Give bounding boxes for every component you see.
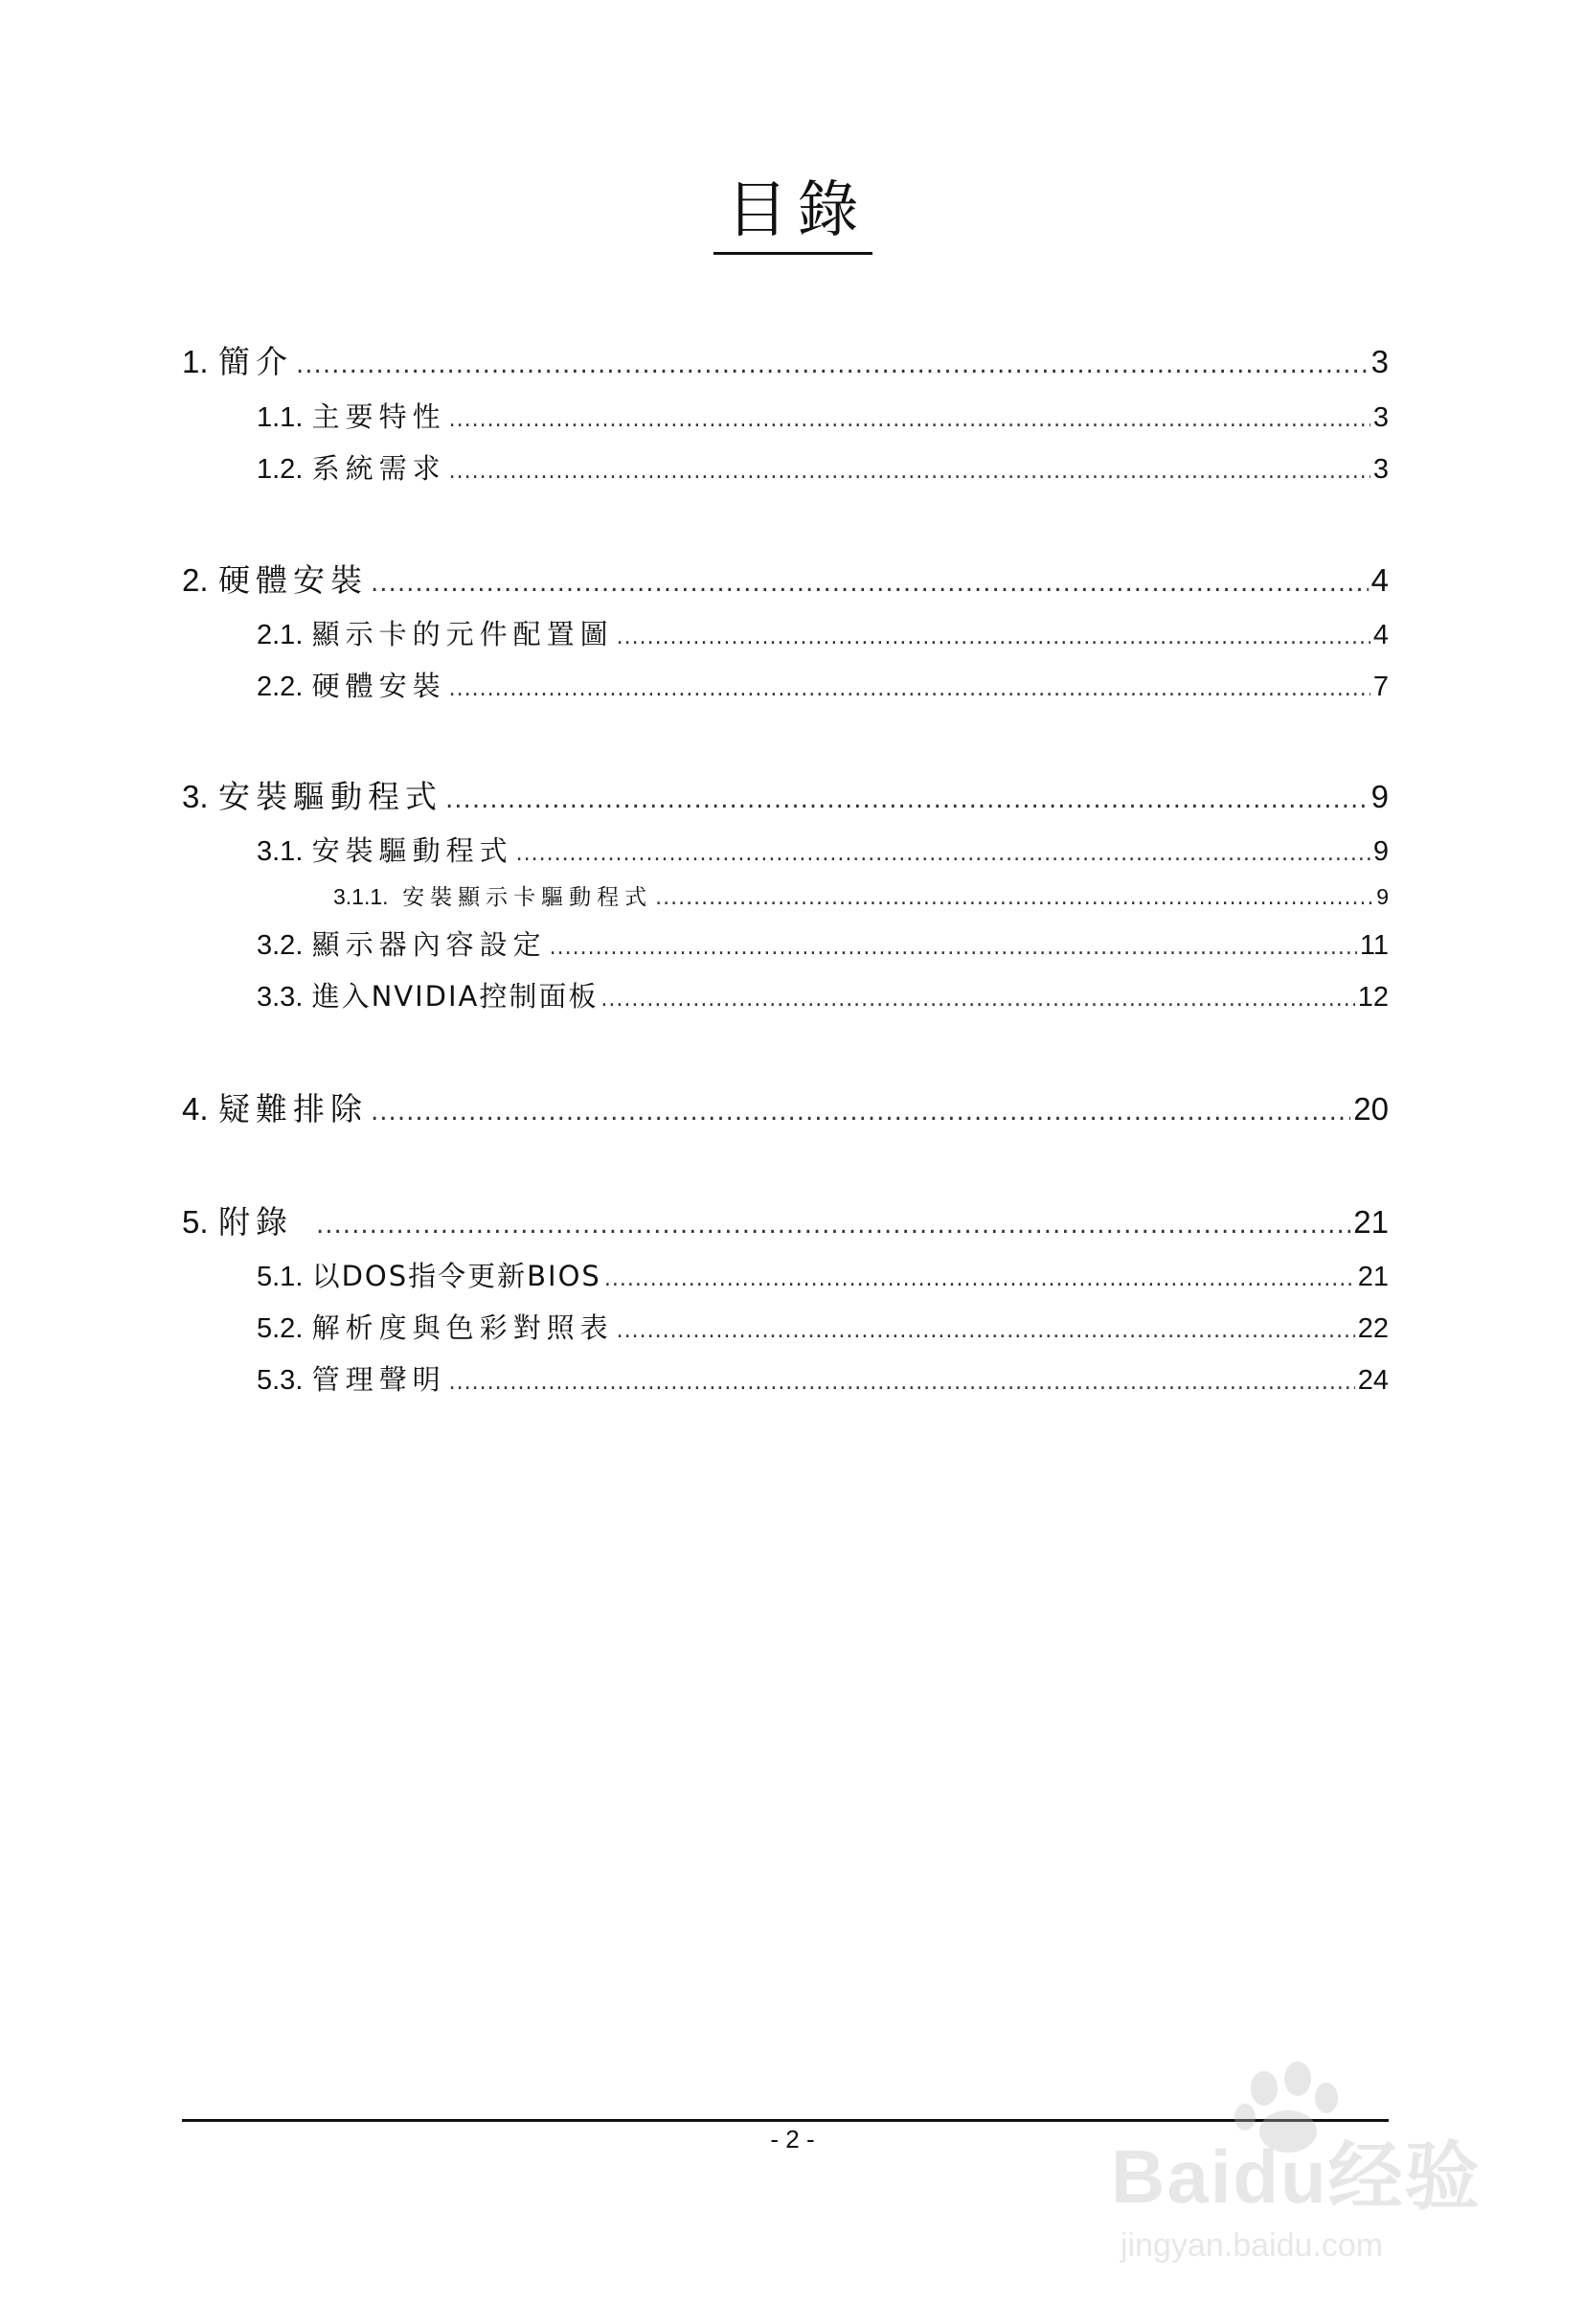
toc-leader (296, 351, 1369, 379)
toc-entry-page: 21 (1357, 1262, 1389, 1292)
toc-entry-number: 1.1. (257, 402, 304, 433)
toc-entry-label: 以DOS指令更新BIOS (311, 1260, 601, 1292)
toc-entry[interactable] (257, 1255, 1389, 1294)
toc-leader (617, 626, 1370, 649)
page-title (0, 177, 1585, 255)
toc-leader (316, 1211, 1350, 1240)
toc-entry[interactable] (257, 613, 1389, 652)
toc-leader (371, 569, 1369, 598)
toc-entry-number: 2. (182, 562, 209, 598)
toc-entry-label: 安裝顯示卡驅動程式 (402, 885, 653, 910)
watermark-url: jingyan.baidu.com (1121, 2227, 1384, 2264)
toc-entry-page: 9 (1370, 779, 1389, 814)
toc-leader (449, 677, 1370, 701)
watermark (1111, 2060, 1494, 2299)
toc-entry-number: 2.2. (257, 672, 304, 702)
toc-leader (449, 1371, 1355, 1395)
toc-leader (449, 408, 1370, 432)
toc-entry[interactable] (257, 830, 1389, 869)
toc-entry[interactable] (257, 975, 1389, 1014)
toc-entry[interactable] (333, 879, 1389, 911)
toc-entry[interactable] (182, 1197, 1389, 1242)
page-number: - 2 - (770, 2125, 815, 2153)
toc-leader (445, 786, 1369, 814)
toc-entry-number: 4. (182, 1091, 209, 1127)
toc-entry[interactable] (182, 556, 1389, 601)
toc-entry-page: 22 (1357, 1313, 1389, 1344)
toc-entry-number: 1. (182, 344, 209, 379)
toc-entry-page: 7 (1372, 672, 1389, 702)
toc-entry-number: 2.1. (257, 620, 304, 650)
toc-entry-page: 24 (1357, 1365, 1389, 1396)
toc-leader (617, 1319, 1355, 1343)
toc-entry-number: 1.2. (257, 454, 304, 485)
toc-entry-number: 5.2. (257, 1313, 304, 1344)
toc-entry-page: 4 (1372, 620, 1389, 650)
toc-entry-label: 顯示卡的元件配置圖 (311, 618, 614, 650)
toc-entry[interactable] (257, 923, 1389, 963)
toc-entry-label: 安裝驅動程式 (218, 778, 443, 815)
toc-leader (550, 936, 1357, 960)
watermark-brand: Baidu经验 (1111, 2134, 1482, 2219)
toc-entry-label: 硬體安裝 (218, 561, 369, 599)
toc-entry[interactable] (182, 1084, 1389, 1129)
toc-entry-number: 3.1.1. (333, 884, 389, 909)
toc-entry[interactable] (257, 665, 1389, 704)
toc-entry-page: 21 (1353, 1204, 1389, 1240)
toc-entry-page: 9 (1372, 836, 1389, 867)
toc-entry-number: 5. (182, 1204, 209, 1240)
toc-entry-page: 4 (1370, 562, 1389, 598)
toc-entry-label: 硬體安裝 (311, 670, 446, 702)
toc-entry[interactable] (182, 337, 1389, 382)
toc-leader (371, 1098, 1350, 1127)
toc-entry[interactable] (257, 1307, 1389, 1346)
toc-entry-label: 主要特性 (311, 400, 446, 433)
toc-entry-label: 顯示器內容設定 (311, 928, 547, 961)
toc-entry-label: 進入NVIDIA控制面板 (311, 980, 599, 1013)
toc-leader (449, 460, 1370, 484)
page-title-text: 目錄 (713, 177, 872, 255)
toc-entry-page: 3 (1370, 344, 1389, 379)
toc-entry-label: 系統需求 (311, 452, 446, 485)
toc-entry[interactable] (182, 772, 1389, 817)
toc-entry-number: 3.1. (257, 836, 304, 867)
toc-entry[interactable] (257, 396, 1389, 435)
toc-entry[interactable] (257, 447, 1389, 487)
toc-entry-label: 疑難排除 (218, 1090, 369, 1128)
toc-entry-number: 5.1. (257, 1262, 304, 1292)
toc-entry-number: 5.3. (257, 1365, 304, 1396)
toc-entry-label: 安裝驅動程式 (311, 834, 513, 867)
toc-entry-label: 簡介 (218, 343, 294, 380)
toc-entry-label: 解析度與色彩對照表 (311, 1311, 614, 1344)
toc-entry-page: 3 (1372, 454, 1389, 485)
toc-entry[interactable] (257, 1358, 1389, 1398)
toc-entry-number: 3. (182, 779, 209, 814)
toc-leader (600, 988, 1354, 1012)
toc-entry-number: 3.2. (257, 930, 304, 961)
toc-entry-page: 9 (1376, 884, 1389, 909)
toc-entry-label: 附錄 (218, 1203, 294, 1241)
toc-leader (604, 1267, 1355, 1291)
toc-entry-number: 3.3. (257, 982, 304, 1013)
toc-entry-page: 11 (1359, 930, 1389, 961)
toc-entry-page: 12 (1357, 982, 1389, 1013)
toc-entry-page: 3 (1372, 402, 1389, 433)
toc-leader (516, 842, 1370, 866)
toc-entry-page: 20 (1353, 1091, 1389, 1127)
toc-leader (655, 886, 1373, 910)
toc-entry-label: 管理聲明 (311, 1363, 446, 1396)
